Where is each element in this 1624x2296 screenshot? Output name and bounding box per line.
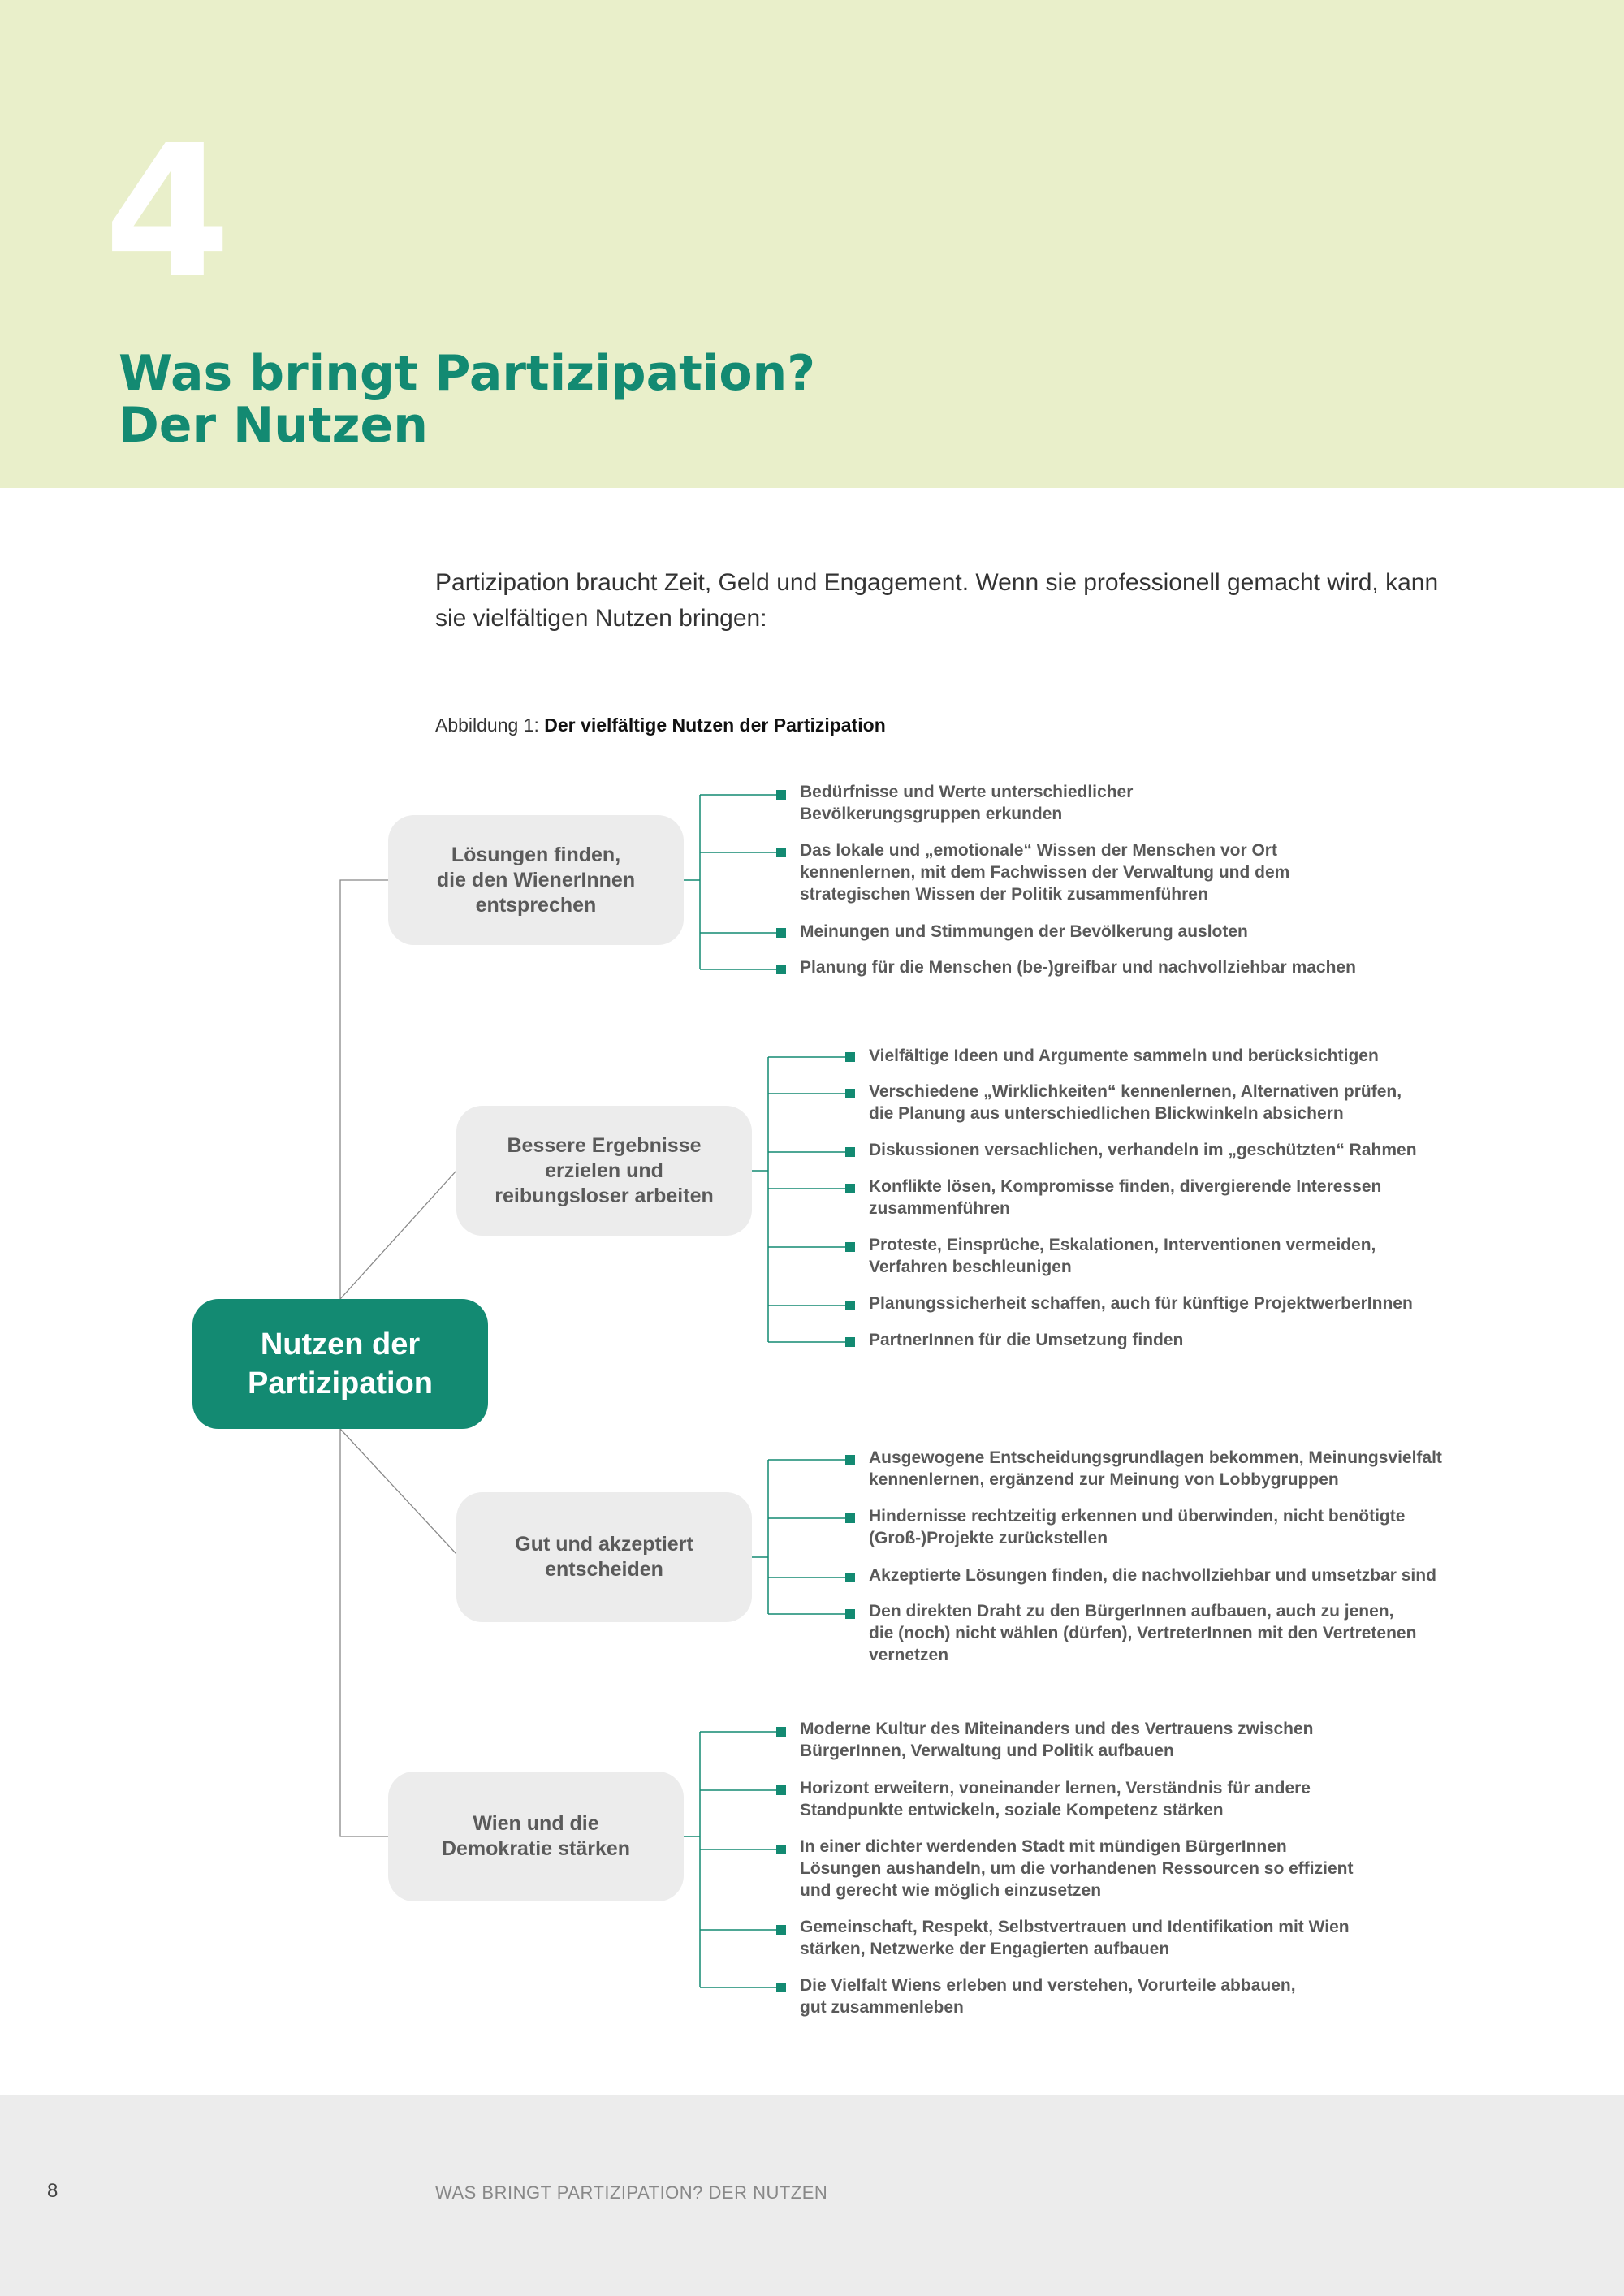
benefit-item: Konflikte lösen, Kompromisse finden, divergierende Interessen zusammenführen [869,1177,1382,1218]
branch-node-3 [456,1492,752,1622]
bullet-marker [776,1845,786,1854]
bullet-marker [845,1052,855,1062]
bullet-marker [776,848,786,857]
bullet-marker [776,1727,786,1737]
benefit-item: Das lokale und „emotionale“ Wissen der Menschen vor Ort kennenlernen, mit dem Fachwissen der Verwaltung und dem strategischen Wissen der Politik zusammenführen [800,841,1290,904]
benefit-item: Ausgewogene Entscheidungsgrundlagen bekommen, Meinungsvielfalt kennenlernen, ergänzend zur Meinung von Lobbygruppen [869,1448,1442,1489]
bullet-marker [845,1147,855,1157]
chapter-number: 4 [104,106,231,319]
bullet-marker [776,1925,786,1935]
branch-label: Gut und akzeptiert entscheiden [515,1533,693,1581]
bullet-marker [845,1513,855,1523]
benefit-item: Horizont erweitern, voneinander lernen, Verständnis für andere Standpunkte entwickeln, soziale Kompetenz stärken [800,1779,1311,1819]
bullet-marker [845,1455,855,1465]
chapter-title-line2: Der Nutzen [119,397,428,454]
bullet-marker [776,928,786,938]
bullet-marker [845,1301,855,1310]
benefit-item: Planung für die Menschen (be-)greifbar und nachvollziehbar machen [800,958,1356,977]
benefit-item: PartnerInnen für die Umsetzung finden [869,1331,1184,1349]
benefit-item: Moderne Kultur des Miteinanders und des Vertrauens zwischen BürgerInnen, Verwaltung und Politik aufbauen [800,1720,1314,1760]
connector-center-branch-3 [340,1429,456,1554]
benefit-item: Diskussionen versachlichen, verhandeln im „geschützten“ Rahmen [869,1141,1417,1159]
benefit-item: Die Vielfalt Wiens erleben und verstehen, Vorurteile abbauen, gut zusammenleben [800,1976,1296,2017]
bullet-marker [845,1242,855,1252]
intro-paragraph: Partizipation braucht Zeit, Geld und Engagement. Wenn sie professionell gemacht wird, kann sie vielfältigen Nutzen bringen: [435,569,1439,632]
connector-center-branch-1 [340,880,388,1299]
branch-node-4 [388,1772,684,1901]
bullet-marker [845,1337,855,1347]
bullet-marker [776,1983,786,1992]
branch-node-1 [388,815,684,945]
connector-center-branch-4 [340,1429,388,1836]
bullet-marker [845,1089,855,1098]
benefit-item: In einer dichter werdenden Stadt mit mündigen BürgerInnen Lösungen aushandeln, um die vorhandenen Ressourcen so effizient und gerecht wie möglich einzusetzen [800,1837,1354,1900]
benefit-item: Proteste, Einsprüche, Eskalationen, Interventionen vermeiden, Verfahren beschleunigen [869,1236,1376,1276]
branch-node-2 [456,1106,752,1236]
figure-caption-title: Der vielfältige Nutzen der Partizipation [544,714,886,736]
bullet-marker [845,1184,855,1193]
bullet-marker [776,965,786,974]
branch-label: Lösungen finden, die den WienerInnen entsprechen [436,843,636,917]
benefit-item: Meinungen und Stimmungen der Bevölkerung ausloten [800,922,1248,941]
bullet-marker [845,1609,855,1619]
connector-center-branch-2 [340,1171,456,1299]
bullet-marker [845,1573,855,1582]
bullet-marker [776,1785,786,1795]
figure-caption-prefix: Abbildung 1: [435,714,545,736]
benefit-item: Hindernisse rechtzeitig erkennen und überwinden, nicht benötigte (Groß-)Projekte zurückstellen [869,1507,1406,1547]
benefit-item: Akzeptierte Lösungen finden, die nachvollziehbar und umsetzbar sind [869,1566,1436,1585]
center-node: Nutzen der Partizipation [192,1299,488,1429]
branch-label: Bessere Ergebnisse erzielen und reibungsloser arbeiten [495,1133,714,1207]
chapter-title-line1: Was bringt Partizipation? [119,345,816,402]
page-number: 8 [47,2180,58,2202]
benefit-item: Bedürfnisse und Werte unterschiedlicher Bevölkerungsgruppen erkunden [800,783,1134,823]
benefit-item: Den direkten Draht zu den BürgerInnen aufbauen, auch zu jenen, die (noch) nicht wählen (dürfen), VertreterInnen mit den Vertretenen vernetzen [869,1602,1417,1664]
benefit-item: Gemeinschaft, Respekt, Selbstvertrauen und Identifikation mit Wien stärken, Netzwerke der Engagierten aufbauen [800,1918,1350,1958]
running-title: WAS BRINGT PARTIZIPATION? DER NUTZEN [435,2182,828,2203]
benefit-item: Vielfältige Ideen und Argumente sammeln und berücksichtigen [869,1047,1379,1065]
benefit-item: Verschiedene „Wirklichkeiten“ kennenlernen, Alternativen prüfen, die Planung aus unterschiedlichen Blickwinkeln absichern [869,1082,1402,1123]
bullet-marker [776,790,786,800]
branch-label: Wien und die Demokratie stärken [441,1812,631,1860]
benefit-item: Planungssicherheit schaffen, auch für künftige ProjektwerberInnen [869,1294,1413,1313]
